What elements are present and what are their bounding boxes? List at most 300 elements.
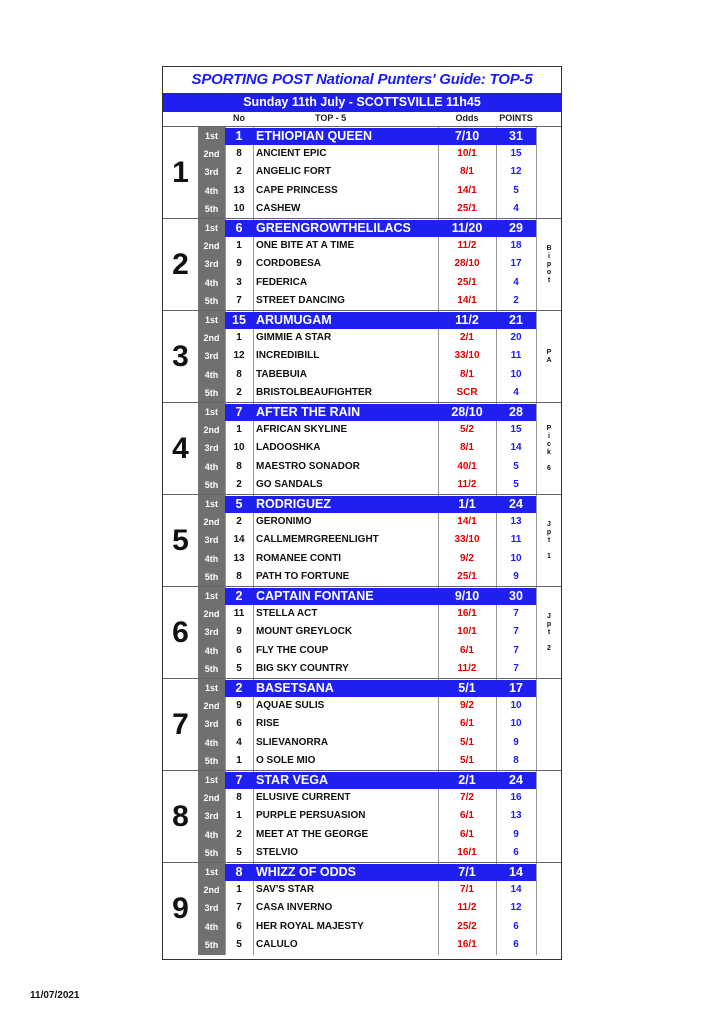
runner-row <box>198 237 536 255</box>
finish-position: 1st <box>198 496 225 513</box>
race-block <box>163 126 561 219</box>
runner-name: O SOLE MIO <box>256 755 316 767</box>
finish-position: 4th <box>204 829 219 840</box>
finish-position: 5th <box>204 940 219 951</box>
runner-row <box>198 255 536 273</box>
runner-odds: 7/2 <box>460 792 474 803</box>
bet-type-note <box>537 219 561 311</box>
runner-odds: 16/1 <box>457 608 477 619</box>
runner-row <box>198 347 536 365</box>
runner-name: RODRIGUEZ <box>256 497 331 511</box>
runner-odds: 6/1 <box>460 828 474 840</box>
runner-points: 10 <box>510 368 522 380</box>
finish-position: 5th <box>204 848 219 859</box>
runner-points: 4 <box>513 276 519 288</box>
runner-number: 7 <box>236 295 242 307</box>
runner-name: ANCIENT EPIC <box>256 148 327 159</box>
runner-points: 8 <box>513 755 519 767</box>
finish-position: 2nd <box>203 885 220 895</box>
runner-name: INCREDIBILL <box>256 350 320 362</box>
finish-position: 3rd <box>204 535 219 546</box>
runner-row <box>198 145 536 163</box>
runner-name: GO SANDALS <box>256 479 323 491</box>
runner-odds: 25/1 <box>457 203 477 215</box>
runner-name: CASHEW <box>256 203 301 215</box>
column-header-no: No <box>233 113 245 123</box>
runner-points: 12 <box>510 902 522 914</box>
runner-odds: 7/1 <box>458 865 476 879</box>
runner-name: CAPE PRINCESS <box>256 184 338 196</box>
column-header-row <box>163 112 561 127</box>
runner-name: GIMMIE A STAR <box>256 332 332 343</box>
runner-points: 7 <box>513 608 519 619</box>
top-pick-row <box>198 312 536 329</box>
runner-number: 2 <box>235 681 243 695</box>
runner-odds: 9/2 <box>460 552 474 564</box>
runner-odds: 11/2 <box>455 313 479 327</box>
finish-position: 3rd <box>204 443 219 454</box>
runner-odds: 2/1 <box>460 332 474 343</box>
runner-points: 4 <box>513 203 519 215</box>
finish-position: 3rd <box>204 259 219 270</box>
page-title: SPORTING POST National Punters' Guide: TOP-5 <box>191 71 533 88</box>
bet-type-char: t <box>547 537 551 544</box>
runner-row <box>198 844 536 862</box>
race-number: 6 <box>172 616 189 649</box>
bet-type-char: J <box>547 521 551 528</box>
runner-points: 13 <box>510 810 522 822</box>
runner-number: 7 <box>235 773 243 787</box>
race-block <box>163 862 561 955</box>
race-number: 5 <box>172 524 189 557</box>
runner-name: CALULO <box>256 939 298 951</box>
runner-row <box>198 789 536 807</box>
runner-odds: 28/10 <box>454 258 480 270</box>
runner-odds: 11/2 <box>457 479 477 491</box>
runner-row <box>198 292 536 310</box>
runner-points: 14 <box>509 865 523 879</box>
bet-type-char: i <box>548 253 550 260</box>
runner-number: 2 <box>236 387 242 399</box>
finish-position: 4th <box>204 645 219 656</box>
runner-number: 13 <box>233 184 245 196</box>
top-pick-row <box>198 864 536 881</box>
finish-position: 5th <box>204 204 219 215</box>
finish-position: 4th <box>204 461 219 472</box>
runner-odds: 9/10 <box>454 589 480 603</box>
runner-number: 8 <box>236 460 242 472</box>
runner-name: GERONIMO <box>256 516 312 527</box>
bet-type-char: P <box>546 425 552 432</box>
runner-row <box>198 513 536 531</box>
runner-name: BIG SKY COUNTRY <box>256 663 349 675</box>
top-pick-row <box>198 680 536 697</box>
runner-odds: 14/1 <box>457 184 477 196</box>
runner-odds: 2/1 <box>458 773 476 787</box>
runner-name: STREET DANCING <box>256 295 345 307</box>
runner-number: 14 <box>233 534 245 546</box>
runner-number: 1 <box>236 332 242 343</box>
top-pick-row <box>198 128 536 145</box>
runner-name: PURPLE PERSUASION <box>256 810 366 822</box>
runner-odds: 16/1 <box>457 939 477 951</box>
bet-type-char: J <box>547 613 551 620</box>
runner-odds: 14/1 <box>457 295 477 307</box>
race-number: 1 <box>172 156 189 189</box>
finish-position: 1st <box>198 864 225 881</box>
runner-name: BRISTOLBEAUFIGHTER <box>256 387 372 399</box>
runner-points: 14 <box>510 884 522 895</box>
column-header-points: POINTS <box>499 113 533 123</box>
runner-name: AQUAE SULIS <box>256 700 325 711</box>
runner-row <box>198 807 536 825</box>
top-pick-row <box>198 588 536 605</box>
runner-odds: 8/1 <box>460 442 474 454</box>
finish-position: 5th <box>204 756 219 767</box>
top-pick-row <box>198 496 536 513</box>
finish-position: 1st <box>198 312 225 329</box>
runner-row <box>198 439 536 457</box>
top-pick-row <box>198 772 536 789</box>
runner-points: 15 <box>510 424 522 435</box>
runner-number: 6 <box>236 644 242 656</box>
runner-name: STELVIO <box>256 847 299 859</box>
runner-number: 8 <box>236 571 242 583</box>
runner-row <box>198 384 536 402</box>
runner-points: 17 <box>510 258 522 270</box>
race-number: 8 <box>172 800 189 833</box>
bet-type-note <box>537 311 561 403</box>
runner-points: 9 <box>513 571 519 583</box>
bet-type-char: 1 <box>547 553 551 560</box>
runner-points: 13 <box>510 516 522 527</box>
runner-odds: 8/1 <box>460 368 474 380</box>
runner-name: ARUMUGAM <box>256 313 332 327</box>
bet-type-char: p <box>546 621 552 628</box>
finish-position: 1st <box>198 772 225 789</box>
runner-number: 1 <box>236 424 242 435</box>
runner-points: 24 <box>509 773 523 787</box>
finish-position: 2nd <box>203 701 220 711</box>
runner-odds: 7/1 <box>460 884 474 895</box>
runner-odds: 8/1 <box>460 166 474 178</box>
runner-odds: 33/10 <box>454 534 480 546</box>
race-block <box>163 678 561 771</box>
runner-number: 1 <box>236 755 242 767</box>
race-block <box>163 218 561 311</box>
runner-number: 1 <box>235 129 243 143</box>
finish-position: 5th <box>204 296 219 307</box>
runner-points: 17 <box>509 681 523 695</box>
finish-position: 4th <box>204 553 219 564</box>
runner-points: 6 <box>513 847 519 859</box>
runner-name: CALLMEMRGREENLIGHT <box>256 534 379 546</box>
finish-position: 1st <box>198 588 225 605</box>
finish-position: 4th <box>204 737 219 748</box>
finish-position: 5th <box>204 388 219 399</box>
runner-number: 1 <box>236 884 242 895</box>
runner-points: 10 <box>510 552 522 564</box>
runner-odds: 6/1 <box>460 644 474 656</box>
finish-position: 3rd <box>204 719 219 730</box>
column-header-odds: Odds <box>455 113 479 123</box>
bet-type-note <box>537 495 561 587</box>
runner-name: BASETSANA <box>256 681 334 695</box>
runner-points: 7 <box>513 663 519 675</box>
runner-points: 20 <box>510 332 522 343</box>
finish-position: 1st <box>198 220 225 237</box>
runner-number: 1 <box>236 240 242 251</box>
runner-name: CORDOBESA <box>256 258 322 270</box>
runner-number: 10 <box>233 442 245 454</box>
runner-odds: 5/2 <box>460 424 474 435</box>
runner-row <box>198 200 536 218</box>
runner-points: 15 <box>510 148 522 159</box>
runner-odds: 7/10 <box>454 129 480 143</box>
runner-points: 7 <box>513 626 519 638</box>
finish-position: 5th <box>204 480 219 491</box>
finish-position: 2nd <box>203 333 220 343</box>
bet-type-char: p <box>546 529 552 536</box>
runner-row <box>198 899 536 917</box>
runner-number: 13 <box>233 552 245 564</box>
runner-number: 2 <box>236 166 242 178</box>
runner-row <box>198 642 536 660</box>
runner-number: 5 <box>236 847 242 859</box>
finish-position: 2nd <box>203 241 220 251</box>
finish-position: 3rd <box>204 627 219 638</box>
runner-odds: 40/1 <box>457 460 477 472</box>
runner-odds: 25/2 <box>457 920 477 932</box>
runner-number: 5 <box>236 663 242 675</box>
runner-points: 2 <box>513 295 519 307</box>
runner-points: 5 <box>513 479 519 491</box>
runner-points: 6 <box>513 920 519 932</box>
race-number: 4 <box>172 432 189 465</box>
race-block <box>163 310 561 403</box>
bet-type-char: 6 <box>547 465 551 472</box>
runner-row <box>198 329 536 347</box>
runner-number: 9 <box>236 626 242 638</box>
finish-position: 3rd <box>204 811 219 822</box>
bet-type-note <box>537 587 561 679</box>
finish-position: 1st <box>198 680 225 697</box>
meeting-subtitle: Sunday 11th July - SCOTTSVILLE 11h45 <box>163 93 561 112</box>
runner-points: 28 <box>509 405 523 419</box>
runner-number: 1 <box>236 810 242 822</box>
runner-number: 5 <box>236 939 242 951</box>
finish-position: 3rd <box>204 351 219 362</box>
race-number: 2 <box>172 248 189 281</box>
bet-type-char: t <box>547 629 551 636</box>
column-header-top5: TOP - 5 <box>315 113 347 123</box>
finish-position: 4th <box>204 185 219 196</box>
runner-number: 2 <box>236 516 242 527</box>
bet-type-char: B <box>546 245 552 252</box>
runner-points: 16 <box>510 792 522 803</box>
finish-position: 2nd <box>203 517 220 527</box>
runner-row <box>198 274 536 292</box>
runner-points: 10 <box>510 718 522 730</box>
runner-number: 6 <box>236 920 242 932</box>
runner-odds: 6/1 <box>460 718 474 730</box>
bet-type-char: c <box>547 441 551 448</box>
runner-odds: 11/2 <box>457 663 477 675</box>
runner-odds: 5/1 <box>460 755 474 767</box>
runner-points: 14 <box>510 442 522 454</box>
runner-points: 29 <box>509 221 523 235</box>
runner-number: 15 <box>232 313 246 327</box>
runner-odds: 5/1 <box>460 736 474 748</box>
runner-points: 4 <box>513 387 519 399</box>
finish-position: 5th <box>204 664 219 675</box>
runner-row <box>198 476 536 494</box>
runner-name: TABEBUIA <box>256 368 307 380</box>
bet-type-char: 2 <box>547 645 551 652</box>
runner-number: 10 <box>233 203 245 215</box>
race-block <box>163 770 561 863</box>
runner-name: MEET AT THE GEORGE <box>256 828 369 840</box>
runner-name: WHIZZ OF ODDS <box>256 865 356 879</box>
runner-row <box>198 605 536 623</box>
runner-odds: 25/1 <box>457 571 477 583</box>
runner-row <box>198 752 536 770</box>
runner-points: 7 <box>513 644 519 656</box>
finish-position: 3rd <box>204 903 219 914</box>
runner-odds: 1/1 <box>458 497 476 511</box>
runner-name: SAV'S STAR <box>256 884 315 895</box>
runner-row <box>198 660 536 678</box>
runner-number: 9 <box>236 700 242 711</box>
bet-type-note <box>537 679 561 771</box>
runner-number: 6 <box>235 221 243 235</box>
top-pick-row <box>198 404 536 421</box>
runner-name: LADOOSHKA <box>256 442 321 454</box>
bet-type-note <box>537 771 561 863</box>
runner-odds: 16/1 <box>457 847 477 859</box>
runner-odds: 25/1 <box>457 276 477 288</box>
runner-name: CAPTAIN FONTANE <box>256 589 374 603</box>
bet-type-char: p <box>546 261 552 268</box>
bet-type-note <box>537 127 561 219</box>
runner-odds: SCR <box>456 387 478 399</box>
guide-sheet <box>162 66 562 960</box>
runner-points: 21 <box>509 313 523 327</box>
runner-name: MAESTRO SONADOR <box>256 460 360 472</box>
bet-type-note <box>537 863 561 955</box>
runner-name: CASA INVERNO <box>256 902 333 914</box>
runner-row <box>198 936 536 954</box>
runner-name: FLY THE COUP <box>256 644 329 656</box>
runner-number: 2 <box>236 479 242 491</box>
runner-row <box>198 366 536 384</box>
finish-position: 3rd <box>204 167 219 178</box>
runner-number: 8 <box>235 865 243 879</box>
top-pick-row <box>198 220 536 237</box>
finish-position: 2nd <box>203 425 220 435</box>
footer-date: 11/07/2021 <box>30 990 80 1001</box>
runner-points: 12 <box>510 166 522 178</box>
race-number: 7 <box>172 708 189 741</box>
runner-number: 7 <box>236 902 242 914</box>
runner-number: 12 <box>233 350 245 362</box>
runner-points: 9 <box>513 736 519 748</box>
runner-number: 7 <box>235 405 243 419</box>
runner-name: GREENGROWTHELILACS <box>256 221 411 235</box>
runner-name: FEDERICA <box>256 276 308 288</box>
runner-number: 3 <box>236 276 242 288</box>
finish-position: 1st <box>198 404 225 421</box>
runner-row <box>198 163 536 181</box>
runner-name: ELUSIVE CURRENT <box>256 792 351 803</box>
runner-row <box>198 715 536 733</box>
runner-number: 8 <box>236 148 242 159</box>
runner-odds: 14/1 <box>457 516 477 527</box>
runner-points: 6 <box>513 939 519 951</box>
runner-name: SLIEVANORRA <box>256 736 329 748</box>
runner-points: 30 <box>509 589 523 603</box>
runner-number: 5 <box>235 497 243 511</box>
runner-row <box>198 421 536 439</box>
runner-number: 8 <box>236 368 242 380</box>
runner-name: AFTER THE RAIN <box>256 405 361 419</box>
runner-row <box>198 918 536 936</box>
runner-row <box>198 697 536 715</box>
runner-name: ETHIOPIAN QUEEN <box>256 129 372 143</box>
runner-number: 6 <box>236 718 242 730</box>
runner-number: 2 <box>236 828 242 840</box>
race-number: 3 <box>172 340 189 373</box>
finish-position: 4th <box>204 921 219 932</box>
runner-odds: 11/2 <box>457 902 477 914</box>
runner-odds: 11/2 <box>457 240 477 251</box>
runner-row <box>198 568 536 586</box>
finish-position: 4th <box>204 277 219 288</box>
race-block <box>163 586 561 679</box>
runner-points: 18 <box>510 240 522 251</box>
finish-position: 2nd <box>203 149 220 159</box>
runner-odds: 9/2 <box>460 700 474 711</box>
runner-name: ROMANEE CONTI <box>256 552 341 564</box>
runner-odds: 10/1 <box>457 148 477 159</box>
runner-odds: 10/1 <box>457 626 477 638</box>
runner-row <box>198 182 536 200</box>
finish-position: 5th <box>204 572 219 583</box>
runner-points: 9 <box>513 828 519 840</box>
runner-number: 8 <box>236 792 242 803</box>
race-number: 9 <box>172 892 189 925</box>
runner-name: HER ROYAL MAJESTY <box>256 920 364 932</box>
runner-name: PATH TO FORTUNE <box>256 571 350 583</box>
bet-type-char: A <box>546 357 552 364</box>
finish-position: 1st <box>198 128 225 145</box>
runner-name: AFRICAN SKYLINE <box>256 424 348 435</box>
runner-row <box>198 458 536 476</box>
runner-row <box>198 734 536 752</box>
runner-points: 10 <box>510 700 522 711</box>
runner-name: RISE <box>256 718 280 730</box>
runner-odds: 5/1 <box>458 681 476 695</box>
runner-name: STELLA ACT <box>256 608 318 619</box>
runner-number: 4 <box>236 736 242 748</box>
race-block <box>163 494 561 587</box>
runner-number: 11 <box>233 608 245 619</box>
runner-points: 11 <box>510 534 522 546</box>
runner-odds: 6/1 <box>460 810 474 822</box>
bet-type-char: o <box>546 269 552 276</box>
runner-points: 5 <box>513 460 519 472</box>
runner-odds: 33/10 <box>454 350 480 362</box>
